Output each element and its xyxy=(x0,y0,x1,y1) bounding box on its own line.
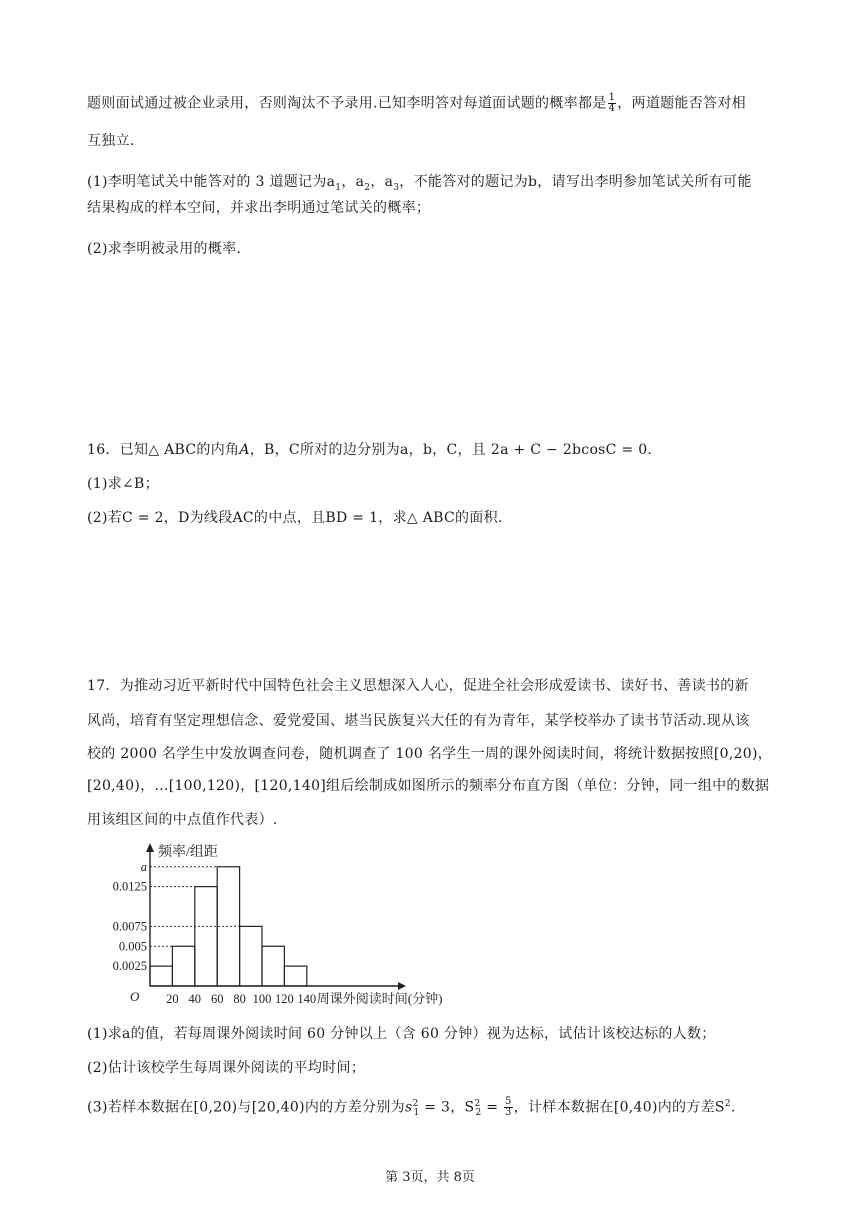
x-tick-label: 20 xyxy=(166,992,179,1006)
y-axis-arrow xyxy=(146,843,154,852)
y-tick-label: 0.0125 xyxy=(112,879,147,894)
q17-stem-line3: 校的 2000 名学生中发放调查问卷，随机调查了 100 名学生一周的课外阅读时间，将统计数据按照[0,20)， xyxy=(87,746,773,762)
x-axis-arrow xyxy=(398,982,406,990)
q17-stem-line5: 用该组区间的中点值作代表）. xyxy=(87,812,278,828)
y-tick-label: a xyxy=(140,859,147,874)
q17-stem-line4: [20,40)，…[100,120)，[120,140]组后绘制成如图所示的频率分布直方图（单位：分钟，同一组中的数据 xyxy=(87,778,770,794)
q17-part2: (2)估计该校学生每周课外阅读的平均时间； xyxy=(87,1060,366,1076)
q17-part1: (1)求a的值，若每周课外阅读时间 60 分钟以上（含 60 分钟）视为达标，试估计该校达标的人数； xyxy=(87,1026,716,1042)
histogram-bar xyxy=(172,946,194,986)
x-tick-label: 80 xyxy=(233,992,246,1006)
q17-stem-line1: 17．为推动习近平新时代中国特色社会主义思想深入人心，促进全社会形成爱读书、读好书、善读书的新 xyxy=(87,678,749,694)
q16-stem: 16．已知△ ABC的内角A，B，C所对的边分别为a，b，C，且 2a + C − 2bcosC = 0. xyxy=(87,442,653,458)
y-tick-label: 0.0025 xyxy=(112,959,147,974)
fraction-five-thirds: $\frac{5}{3}$ xyxy=(505,1096,512,1119)
q16-part2: (2)若C = 2，D为线段AC的中点，且BD = 1，求△ ABC的面积. xyxy=(87,510,503,526)
q15-part2: (2)求李明被录用的概率. xyxy=(87,241,242,257)
q17-part3: (3)若样本数据在[0,20)与[20,40)内的方差分别为$s^2_1 = 3$，$S^2_2$ = $\frac{5}{3}$ ，计样本数据在[0,40)内的方差$S^2$. xyxy=(87,1096,736,1119)
q15-part1-line1: (1)李明笔试关中能答对的 3 道题记为$a_1$，$a_2$，$a_3$，不能答对的题记为b，请写出李明参加笔试关所有可能 xyxy=(87,174,752,193)
histogram-bar xyxy=(150,966,172,986)
origin-label: O xyxy=(130,989,140,1004)
x-axis-label: 周课外阅读时间(分钟) xyxy=(316,991,443,1006)
histogram-bar xyxy=(284,966,306,986)
histogram-bar xyxy=(240,926,262,986)
frequency-histogram xyxy=(108,838,443,1010)
q15-part1-line2: 结果构成的样本空间，并求出李明通过笔试关的概率； xyxy=(87,200,431,216)
q16-part1: (1)求∠B； xyxy=(87,476,159,492)
x-tick-label: 120 xyxy=(275,992,294,1006)
page-footer: 第 3页，共 8页 xyxy=(385,1170,475,1185)
x-tick-label: 60 xyxy=(210,992,224,1006)
q17-stem-line2: 风尚，培育有坚定理想信念、爱党爱国、堪当民族复兴大任的有为青年，某学校举办了读书节活动.现从该 xyxy=(87,713,750,729)
histogram-bar xyxy=(217,867,239,986)
q15-intro-line2: 互独立. xyxy=(87,133,135,149)
x-tick-label: 100 xyxy=(252,992,272,1006)
q15-intro-line1: 题则面试通过被企业录用，否则淘汰不予录用.已知李明答对每道面试题的概率都是 $\frac{1}{4}$ ，两道题能否答对相 xyxy=(87,92,746,114)
x-tick-label: 40 xyxy=(188,992,202,1006)
fraction-one-quarter: $\frac{1}{4}$ xyxy=(608,92,616,114)
histogram-bar xyxy=(195,887,217,986)
y-tick-label: 0.0075 xyxy=(112,919,147,934)
histogram-bar xyxy=(262,946,284,986)
y-tick-label: 0.005 xyxy=(118,939,147,954)
x-tick-label: 140 xyxy=(297,992,317,1006)
y-axis-label: 频率/组距 xyxy=(158,845,218,860)
